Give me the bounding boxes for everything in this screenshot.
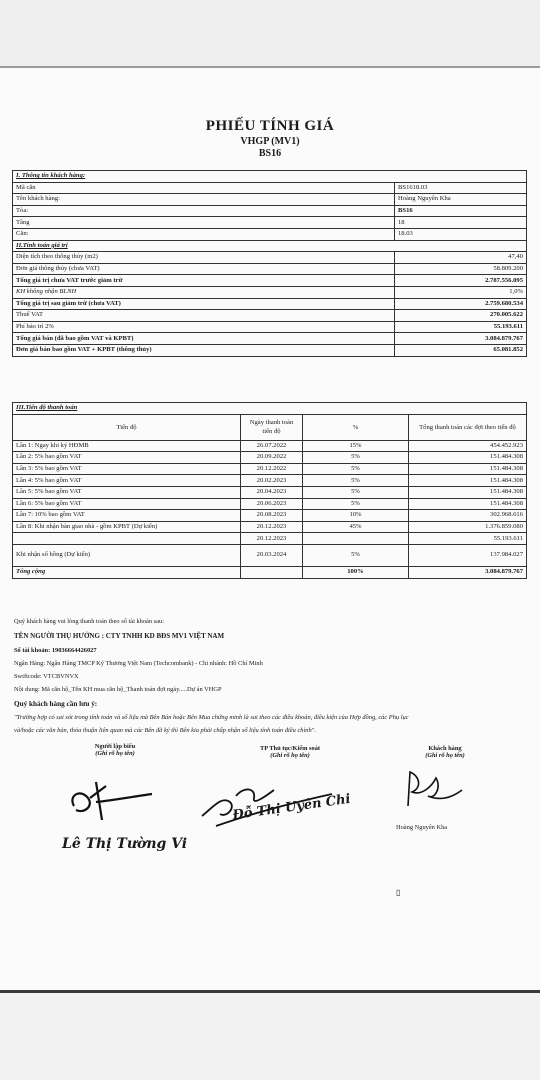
viewer-top-bar bbox=[0, 0, 540, 66]
document-title: PHIẾU TÍNH GIÁ bbox=[205, 118, 335, 134]
col-header-stage: Tiến độ bbox=[13, 414, 241, 440]
caution-line-1: "Trường hợp có sai sót trong tính toán và số liệu mà Bên Bán hoặc Bên Mua chứng minh là sai theo các điều khoản, điều kiện của Hợp đồng, các Phụ lục bbox=[14, 714, 409, 721]
section-payment-progress: III.Tiến độ thanh toán bbox=[13, 403, 527, 415]
section-customer-info: I. Thông tin khách hàng: bbox=[13, 171, 527, 183]
table-row: Phí bảo trì 2% 55.193.611 bbox=[13, 321, 527, 333]
beneficiary-name: TÊN NGƯỜI THỤ HƯỞNG : CTY TNHH KD BĐS MV1 VIỆT NAM bbox=[14, 632, 225, 640]
col-header-date: Ngày thanh toán tiến độ bbox=[241, 414, 303, 440]
table-row: KH không nhận BLNH 1,0% bbox=[13, 286, 527, 298]
section-row bbox=[13, 171, 527, 183]
section-row bbox=[13, 403, 527, 415]
col-header-amount: Tổng thanh toán các đợt theo tiến độ bbox=[409, 414, 527, 440]
table-row: Tổng giá trị sau giảm trừ (chưa VAT) 2.759.680.534 bbox=[13, 298, 527, 310]
project-name: VHGP (MV1) bbox=[240, 136, 300, 147]
signature-block-customer bbox=[390, 745, 500, 759]
table-row: Lần 6: 5% bao gồm VAT 20.06.2023 5% 151.484.308 bbox=[13, 498, 527, 510]
signer-name-customer: Hoàng Nguyên Kha bbox=[396, 824, 448, 831]
table-row: Lần 8: Khi nhận bàn giao nhà - gồm KPBT (Dự kiến) 20.12.2023 45% 1.376.859.080 bbox=[13, 521, 527, 533]
account-number: Số tài khoản: 19036664426027 bbox=[14, 647, 97, 654]
bank-name: Ngân Hàng: Ngân Hàng TMCP Kỹ Thương Việt Nam (Techcombank) - Chi nhánh: Hồ Chí Minh bbox=[14, 660, 263, 667]
customer-price-table bbox=[12, 170, 527, 357]
table-header-row bbox=[13, 414, 527, 440]
signer-role: Người lập biểu bbox=[94, 743, 136, 750]
section-price-calc: II.Tính toán giá trị bbox=[13, 240, 527, 252]
swift-code: Swiftcode: VTCBVNVX bbox=[14, 673, 79, 680]
payment-schedule-table bbox=[12, 402, 527, 579]
signer-note: (Ghi rõ họ tên) bbox=[270, 752, 310, 759]
table-row: Thuế VAT 270.005.622 bbox=[13, 310, 527, 322]
signature-scribble-preparer bbox=[66, 776, 156, 826]
table-row: Lần 2: 5% bao gồm VAT 20.09.2022 5% 151.484.308 bbox=[13, 452, 527, 464]
signer-name-preparer: Lê Thị Tường Vi bbox=[62, 836, 188, 852]
signer-note: (Ghi rõ họ tên) bbox=[95, 750, 135, 757]
building-code: BS16 bbox=[258, 148, 282, 159]
table-row: Lần 1: Ngay khi ký HĐMB 26.07.2022 15% 454.452.923 bbox=[13, 440, 527, 452]
attention-heading: Quý khách hàng cần lưu ý: bbox=[14, 700, 98, 708]
table-total-row: Tổng cộng 100% 3.084.879.767 bbox=[13, 566, 527, 578]
table-row: Tên khách hàng: Hoàng Nguyên Kha bbox=[13, 194, 527, 206]
signature-block-controller bbox=[230, 745, 350, 759]
table-row: Khi nhận sổ hồng (Dự kiến) 20.03.2024 5% 137.984.027 bbox=[13, 544, 527, 566]
col-header-percent: % bbox=[303, 414, 409, 440]
table-row: Tổng giá trị chưa VAT trước giảm trừ 2.787.556.095 bbox=[13, 275, 527, 287]
table-row: Tổng giá bán (đã bao gồm VAT và KPBT) 3.084.879.767 bbox=[13, 333, 527, 345]
section-row bbox=[13, 240, 527, 252]
table-row: Tầng 18 bbox=[13, 217, 527, 229]
caution-line-2: và/hoặc các văn bản, thỏa thuận liên quan mà các Bên đã ký thì Bên kia phải chấp nhận số liệu tính toán điều chỉnh". bbox=[14, 727, 316, 734]
viewer-bottom-bar bbox=[0, 993, 540, 1080]
table-row: Lần 7: 10% bao gồm VAT 20.08.2023 10% 302.968.616 bbox=[13, 510, 527, 522]
table-row: Lần 4: 5% bao gồm VAT 20.02.2023 5% 151.484.308 bbox=[13, 475, 527, 487]
scan-mark: ▯ bbox=[396, 888, 401, 897]
signer-note: (Ghi rõ họ tên) bbox=[425, 752, 465, 759]
transfer-content: Nội dung: Mã căn hộ_Tên KH mua căn hộ_Thanh toán đợt ngày.....Dự án VHGP bbox=[14, 686, 222, 693]
table-row: Mã căn BS1618.03 bbox=[13, 182, 527, 194]
signature-block-preparer bbox=[60, 743, 170, 757]
table-row: Căn: 18.03 bbox=[13, 228, 527, 240]
table-row: Lần 5: 5% bao gồm VAT 20.04.2023 5% 151.484.308 bbox=[13, 486, 527, 498]
table-row: Đơn giá bán bao gồm VAT + KPBT (thông thủy) 65.081.852 bbox=[13, 344, 527, 356]
table-row: Đơn giá thông thủy (chưa VAT) 58.809.200 bbox=[13, 263, 527, 275]
payment-instruction: Quý khách hàng vui lòng thanh toán theo số tài khoản sau: bbox=[14, 618, 164, 625]
table-row: 20.12.2023 55.193.611 bbox=[13, 533, 527, 545]
signer-role: Khách hàng bbox=[428, 745, 462, 752]
signer-name-controller: Đỗ Thị Uyên Chi bbox=[231, 791, 352, 824]
signer-role: TP Thủ tục/Kiểm soát bbox=[259, 745, 321, 752]
signature-scribble-customer bbox=[398, 766, 468, 816]
table-row: Lần 3: 5% bao gồm VAT 20.12.2022 5% 151.484.308 bbox=[13, 463, 527, 475]
table-row: Tòa: BS16 bbox=[13, 205, 527, 217]
table-row: Diện tích theo thông thủy (m2) 47,40 bbox=[13, 252, 527, 264]
